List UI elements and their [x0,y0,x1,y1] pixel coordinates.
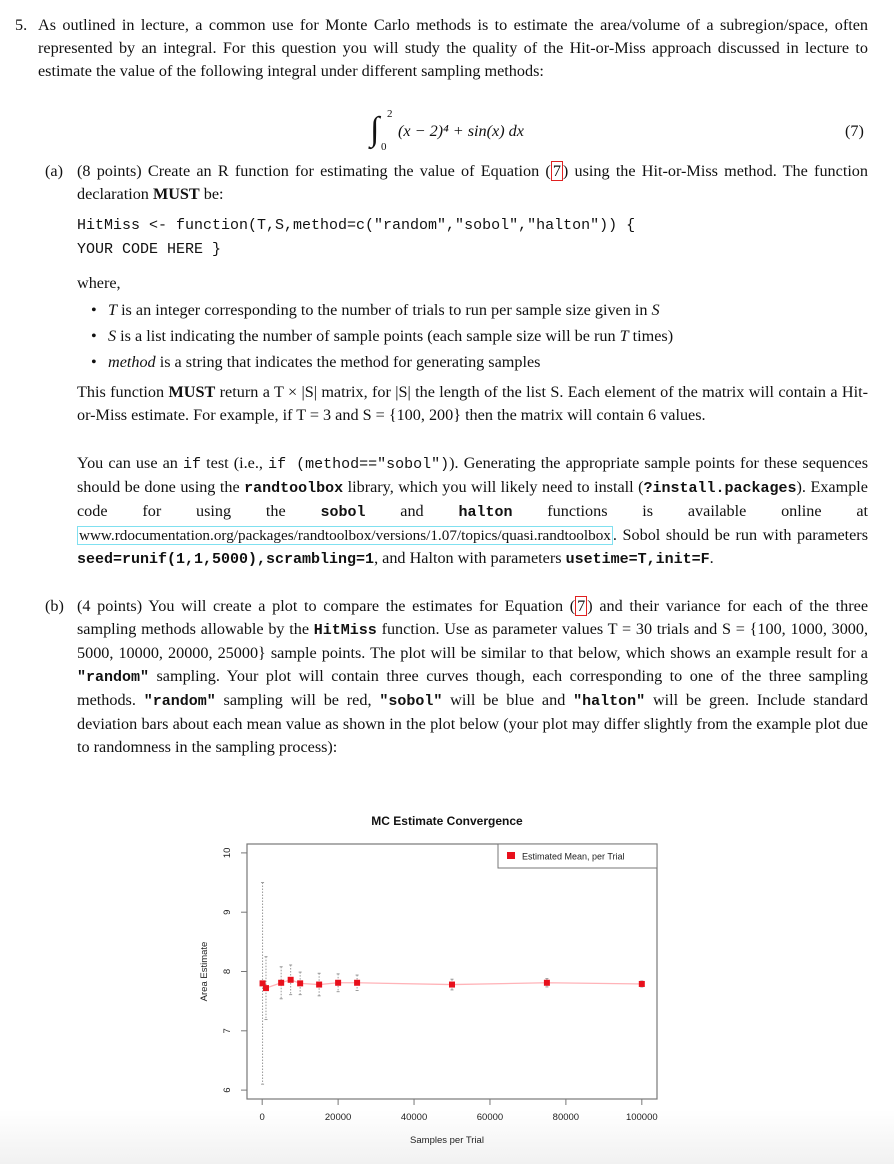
part-b-points: (4 points) [77,597,143,615]
equation-7 [0,108,894,156]
integral-sign: ∫ [370,111,380,148]
part-a-points: (8 points) [77,162,142,180]
bullet-T: • T is an integer corresponding to the number of trials to run per sample size given in S [77,297,868,323]
y-tick-label: 8 [222,968,233,975]
problem-intro: As outlined in lecture, a common use for Monte Carlo methods is to estimate the area/volume of a subregion/space, often represented by an integral. For this question you will study the quality of the Hit-or-Miss approach discussed in lecture to estimate the value of the following integral under different sampling methods: [38,16,868,80]
mean-point-marker [354,980,360,986]
x-tick-label: 100000 [625,1112,658,1123]
return-description: This function MUST return a T × |S| matrix, for |S| the length of the list S. Each element of the matrix will contain a Hit-or-Miss estimate. For example, if T = 3 and S = {100, 200} then the matrix will contain 6 values. [77,383,868,424]
equation-tag: (7) [845,122,864,140]
randtoolbox-instructions: You can use an if test (i.e., if (method=="sobol")). Generating the appropriate sample points for these sequences should be done using the randtoolbox library, which you will likely need to install (?install.packages). Example code for using the sobol and halton functions is available online at www.rdocumentation.org/packages/randtoolbox/versions/1.07/topics/quasi.randtoolbox . Sobol should be run with parameters seed=runif(1,1,5000),scrambling=1, and Halton with parameters usetime=T,init=F. [77,454,869,568]
part-b-label: (b) [45,597,64,615]
y-tick-label: 6 [222,1087,233,1093]
chart-title: MC Estimate Convergence [371,814,523,828]
parameter-list [77,297,868,375]
mean-point-marker [544,980,550,986]
legend-label: Estimated Mean, per Trial [522,851,625,862]
mean-point-marker [288,977,294,983]
chart-canvas [190,800,680,1155]
mean-point-marker [263,985,269,991]
y-tick-label: 9 [222,909,233,915]
x-tick-label: 20000 [324,1112,352,1123]
equation-ref-link[interactable]: 7 [552,162,561,180]
part-a-where: where, [77,274,121,292]
part-b-text: (4 points) You will create a plot to compare the estimates for Equation ( 7 ) and their variance for each of the three sampling methods allowable by the HitMiss function. Use as parameter values T = 30 trials and S = {100, 1000, 3000, 5000, 10000, 20000, 25000} sample points. The plot will be similar to that below, which shows an example result for a "random" sampling. Your plot will contain three curves though, each corresponding to one of the three sampling methods. "random" sampling will be red, "sobol" will be blue and "halton" will be green. Include standard deviation bars about each mean value as shown in the plot below (your plot may differ slightly from the example plot due to randomness in the sampling process): [77,597,869,756]
bullet-S: • S is a list indicating the number of sample points (each sample size will be run T times) [77,323,868,349]
mean-point-marker [316,982,322,988]
x-tick-label: 0 [259,1112,265,1123]
part-a-intro: (8 points) Create an R function for estimating the value of Equation ( 7 ) using the Hit-or-Miss method. The function declaration MUST be: [77,162,868,203]
mc-convergence-chart [190,800,680,1155]
x-tick-label: 80000 [552,1112,580,1123]
mean-point-marker [639,981,645,987]
mean-point-marker [278,980,284,986]
function-declaration-code: HitMiss <- function(T,S,method=c("random","sobol","halton")) { YOUR CODE HERE } [77,217,636,258]
legend-marker-icon [507,852,515,859]
integrand: (x − 2)⁴ + sin(x) dx [398,122,524,140]
y-tick-label: 7 [222,1028,233,1034]
plot-frame [247,844,657,1099]
part-a-label: (a) [45,162,63,180]
rdocumentation-link[interactable]: www.rdocumentation.org/packages/randtoolbox/versions/1.07/topics/quasi.randtoolbox [79,527,611,544]
x-axis-label: Samples per Trial [410,1135,484,1146]
x-tick-label: 60000 [476,1112,504,1123]
mean-point-marker [449,982,455,988]
bullet-method: • method is a string that indicates the method for generating samples [77,349,868,375]
equation-ref-link[interactable]: 7 [577,597,586,615]
lower-limit: 0 [381,141,387,153]
y-axis-label: Area Estimate [199,941,210,1002]
upper-limit: 2 [387,108,393,120]
mean-point-marker [335,980,341,986]
mean-point-marker [297,980,303,986]
y-tick-label: 10 [222,847,233,859]
x-tick-label: 40000 [400,1112,428,1123]
problem-number: 5. [15,16,28,34]
